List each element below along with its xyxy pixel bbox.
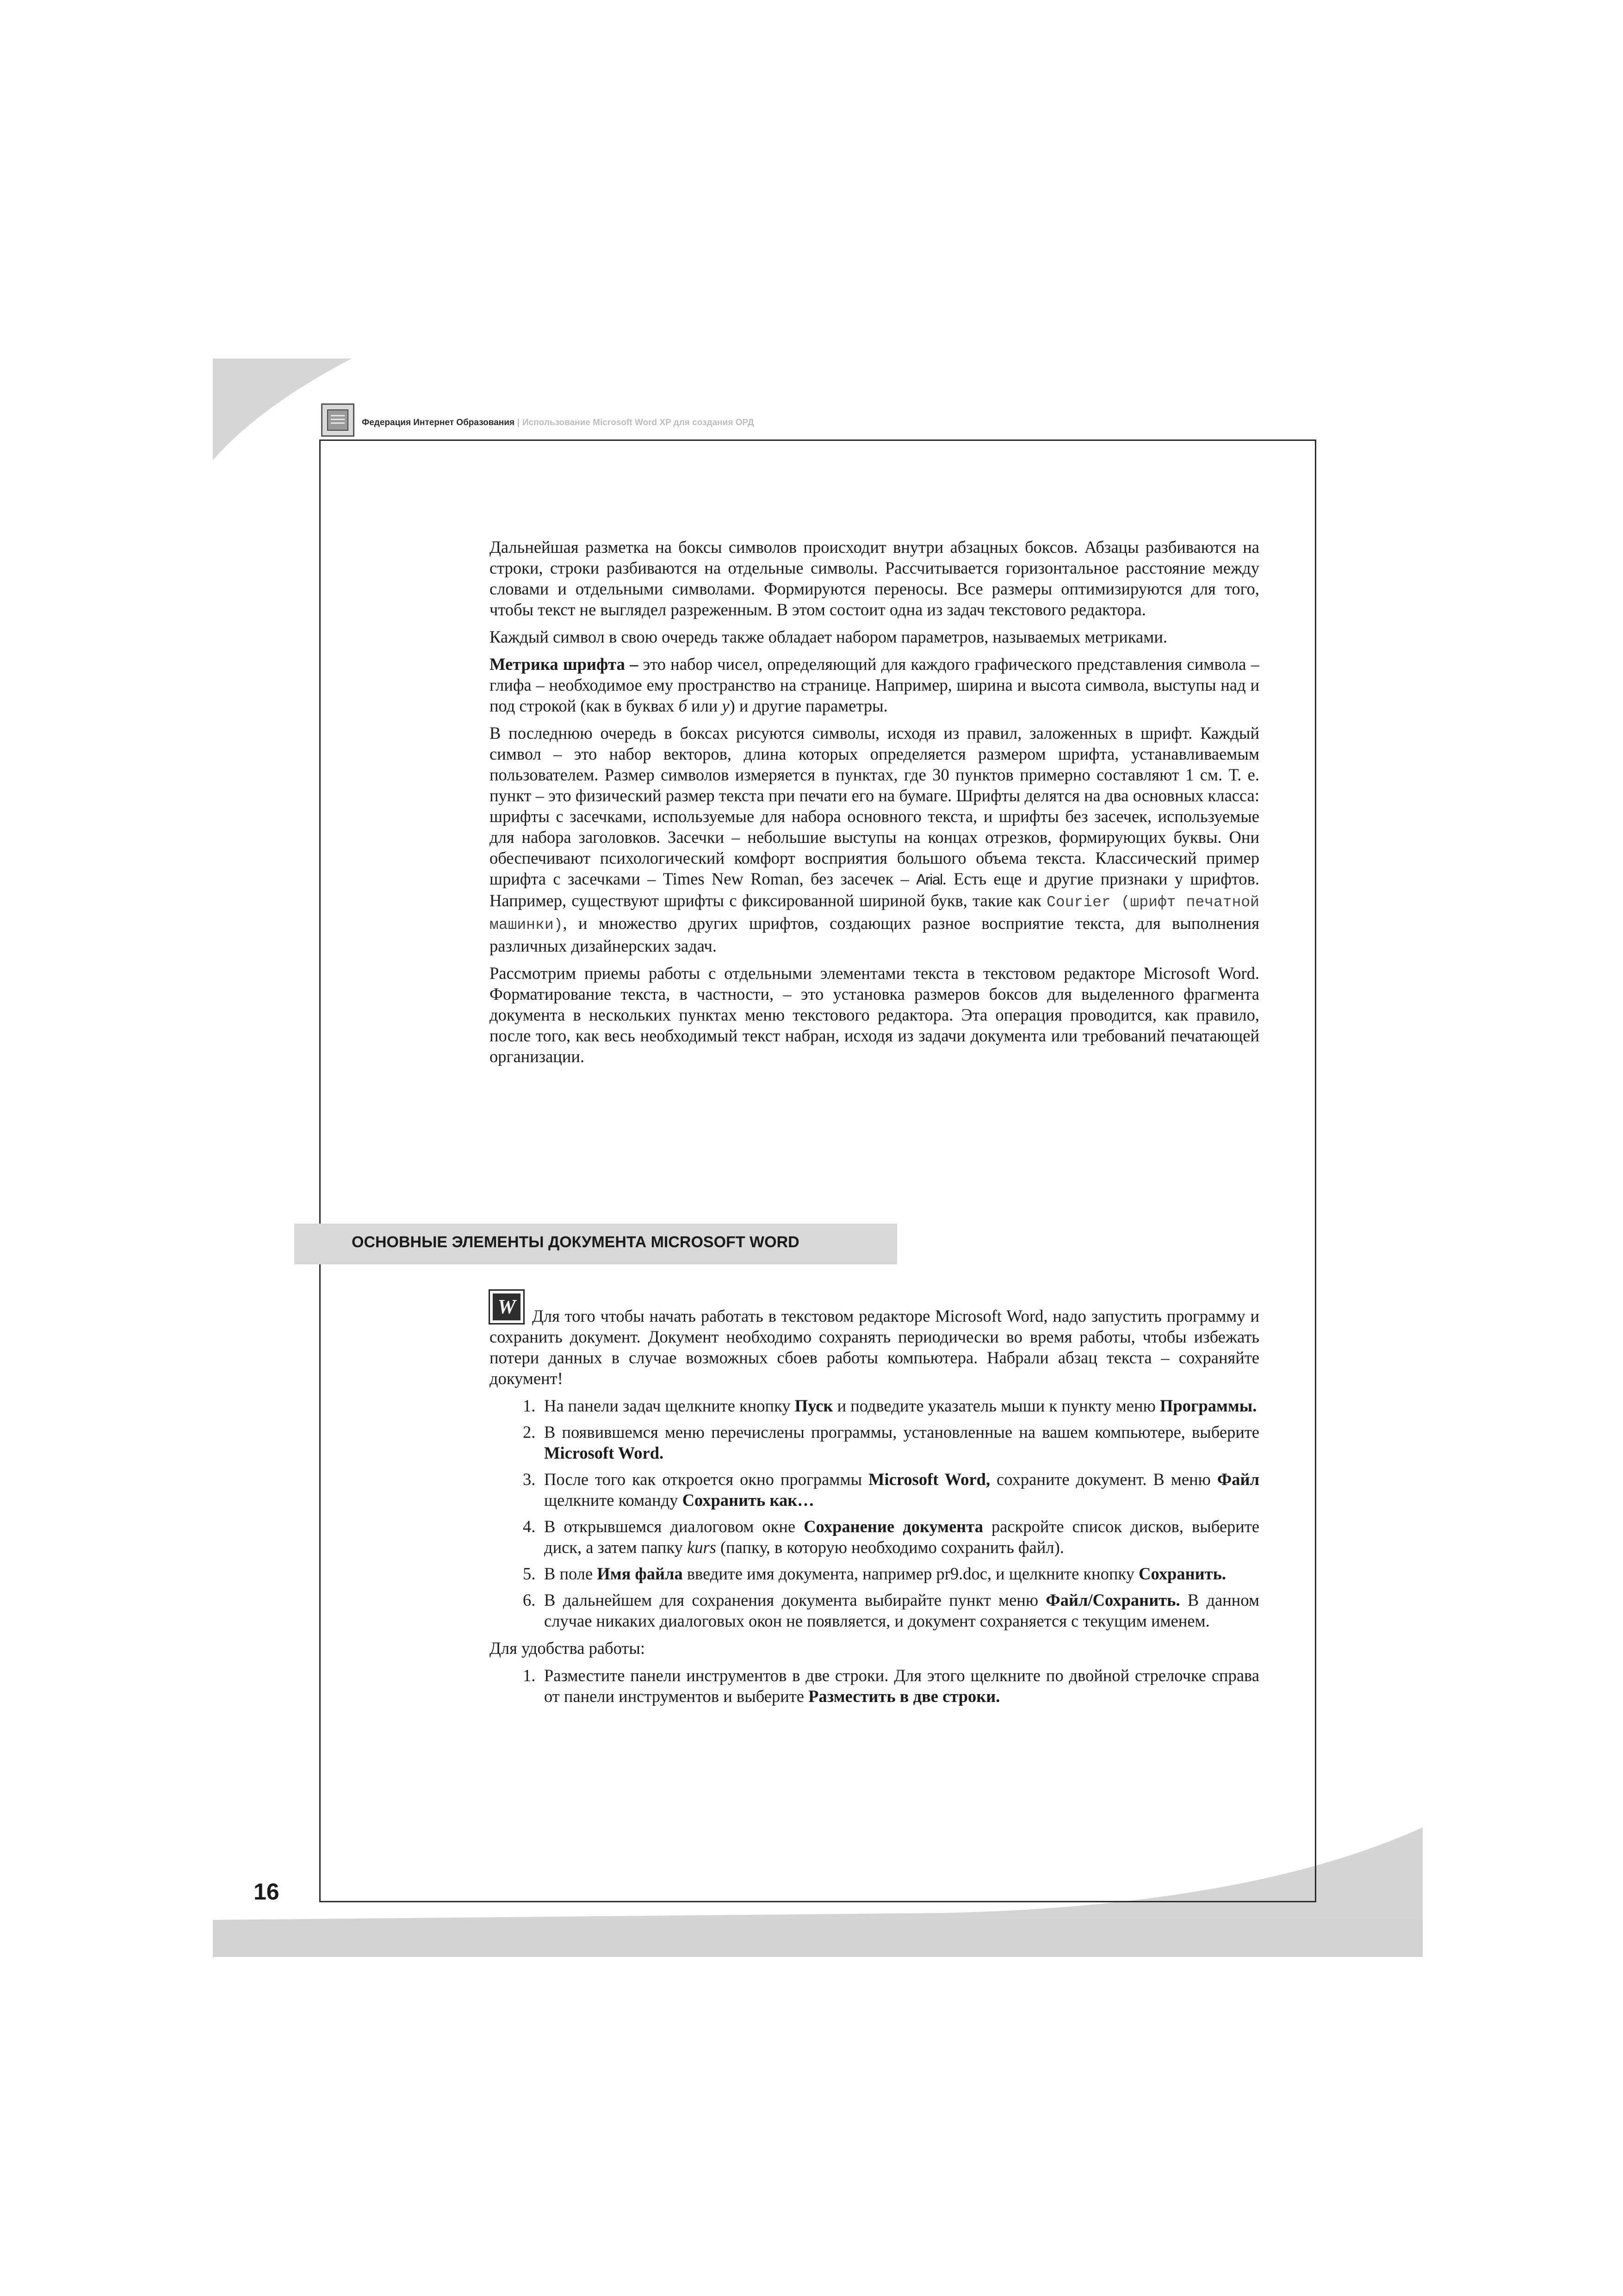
paragraph-font-metrics: Метрика шрифта – это набор чисел, определяющий для каждого графического представления символа – глифа – необходимое ему пространство на странице. Например, ширина и высота символа, выступы над и под строкой (как в буквах б или у) и другие параметры. — [489, 655, 1259, 715]
list-item: 6. В дальнейшем для сохранения документа выбирайте пункт меню Файл/Сохранить. В данном случае никаких диалоговых окон не появляется, и документ сохраняется с текущим именем. — [523, 1590, 1259, 1630]
bottom-band — [213, 1920, 1423, 1957]
list-item: 1. На панели задач щелкните кнопку Пуск и подведите указатель мыши к пункту меню Программы. — [523, 1396, 1257, 1415]
times-sample: Times New Roman — [663, 869, 799, 888]
page-number: 16 — [254, 1879, 279, 1905]
list-item: 1. Разместите панели инструментов в две строки. Для этого щелкните по двойной стрелочке справа от панели инструментов и выберите Разместить в две строки. — [523, 1666, 1259, 1706]
term: Метрика шрифта – — [489, 655, 638, 674]
list-item: 2. В появившемся меню перечислены программы, установленные на вашем компьютере, выберите Microsoft Word. — [523, 1423, 1259, 1462]
convenience-label: Для удобства работы: — [489, 1639, 645, 1658]
courier-sample: Courier (шрифт печатной машинки) — [489, 894, 1259, 934]
convenience-steps-list — [489, 1665, 1259, 1707]
list-item: 5. В поле Имя файла введите имя документа, например pr9.doc, и щелкните кнопку Сохранить. — [523, 1564, 1227, 1583]
header-organization: Федерация Интернет Образования — [362, 418, 515, 427]
paragraph: Каждый символ в свою очередь также обладает набором параметров, называемых метриками. — [489, 627, 1167, 646]
header-document-title: Использование Microsoft Word XP для создания ОРД — [522, 418, 754, 427]
header-separator: | — [517, 418, 520, 427]
list-item: 3. После того как откроется окно программы Microsoft Word, сохраните документ. В меню Файл щелкните команду Сохранить как… — [523, 1470, 1259, 1510]
paragraph: Рассмотрим приемы работы с отдельными элементами текста в текстовом редакторе Microsoft Word. Форматирование текста, в частности, – это установка размеров боксов для выделенного фрагмента документа в нескольких пунктах меню текстового редактора. Эта операция проводится, как правило, после того, как весь необходимый текст набран, исходя из задачи документа или требований печатающей организации. — [489, 964, 1259, 1066]
section-title: ОСНОВНЫЕ ЭЛЕМЕНТЫ ДОКУМЕНТА MICROSOFT WORD — [352, 1233, 799, 1251]
section-lead-paragraph: Для того чтобы начать работать в текстовом редакторе Microsoft Word, надо запустить программу и сохранить документ. Документ необходимо сохранять периодически во время работы, чтобы избежать потери данных в случае возможных сбоев работы компьютера. Набрали абзац текста – сохраняйте документ! — [489, 1306, 1259, 1388]
paragraph-fonts: В последнюю очередь в боксах рисуются символы, исходя из правил, заложенных в шрифт. Каждый символ – это набор векторов, длина которых определяется размером шрифта, устанавливаемым пользователем. Размер символов измеряется в пунктах, где 30 пунктов примерно составляют 1 см. Т. е. пункт – это физический размер текста при печати его на бумаге. Шрифты делятся на два основных класса: шрифты с засечками, используемые для набора основного текста, и шрифты без засечек, используемые для набора заголовков. Засечки – небольшие выступы на концах отрезков, формирующих буквы. Они обеспечивают психологический комфорт восприятия большого объема текста. Классический пример шрифта с засечками – Times New Roman, без засечек – Arial. Есть еще и другие признаки у шрифтов. Например, существуют шрифты с фиксированной шириной букв, такие как Courier (шрифт печатной машинки), и множество других шрифтов, создающих разное восприятие текста, для выполнения различных дизайнерских задач. — [489, 724, 1259, 955]
steps-list — [489, 1395, 1259, 1631]
paragraph: Дальнейшая разметка на боксы символов происходит внутри абзацных боксов. Абзацы разбиваются на строки, строки разбиваются на отдельные символы. Рассчитывается горизонтальное расстояние между словами и отдельными символами. Формируются переносы. Все размеры оптимизируются для того, чтобы текст не выглядел разреженным. В этом состоит одна из задач текстового редактора. — [489, 538, 1259, 619]
running-header — [362, 418, 754, 428]
microsoft-word-icon: W — [489, 1289, 525, 1324]
arial-sample: Arial — [916, 871, 942, 888]
publisher-logo — [321, 403, 354, 437]
intro-text — [489, 537, 1259, 1073]
section-body — [489, 1306, 1259, 1713]
list-item: 4. В открывшемся диалоговом окне Сохранение документа раскройте список дисков, выберите диск, а затем папку kurs (папку, в которую необходимо сохранить файл). — [523, 1517, 1259, 1557]
